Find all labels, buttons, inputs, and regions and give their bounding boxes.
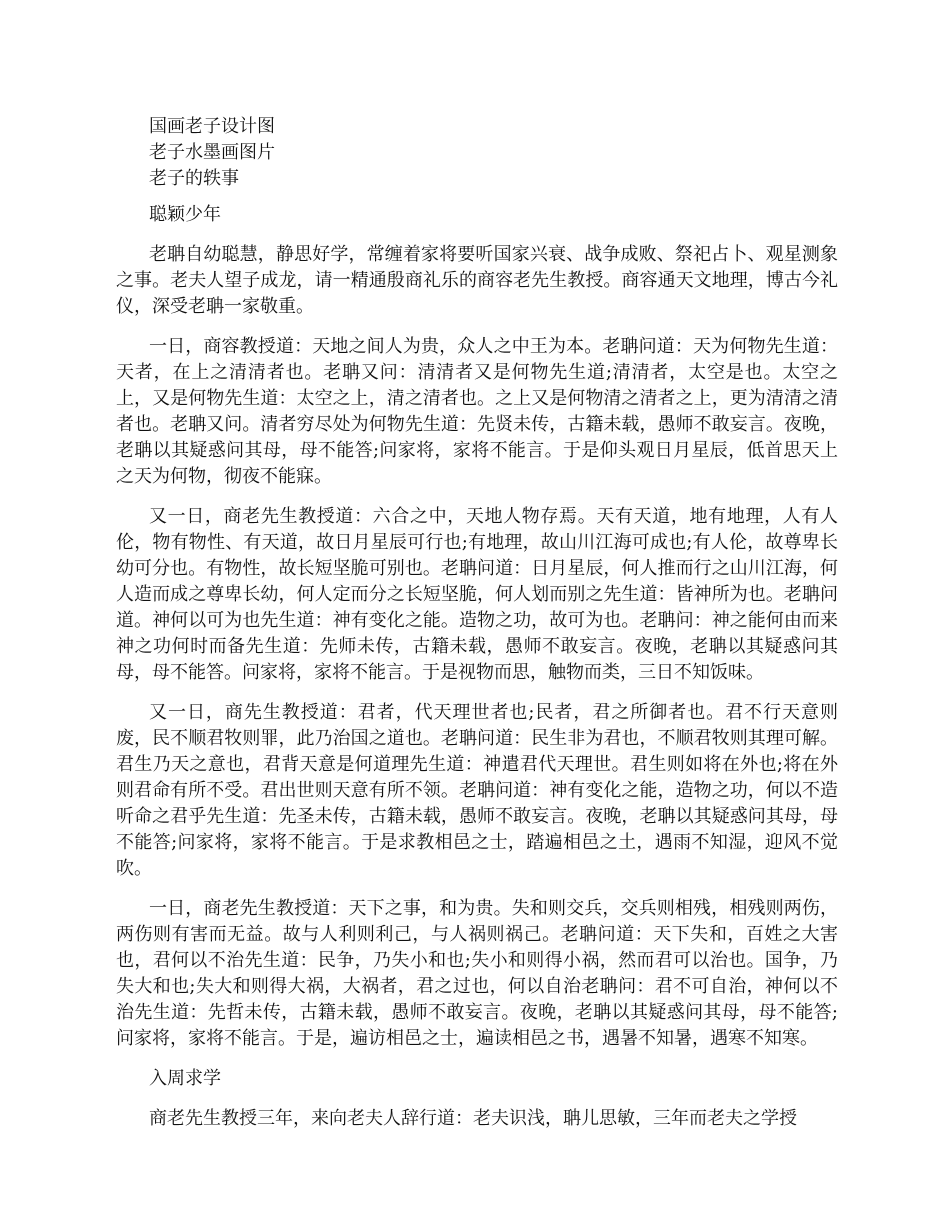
doc-title-2: 老子水墨画图片 <box>149 142 275 163</box>
section-heading-2: 入周求学 <box>149 1068 221 1089</box>
document-body <box>116 114 838 1132</box>
paragraph-4: 又一日，商先生教授道：君者，代天理世者也;民者，君之所御者也。君不行天意则废，民不顺君牧则罪，此乃治国之道也。老聃问道：民生非为君也，不顺君牧则其理可解。君生乃天之意也，君背天意是何道理先生道：神遣君代天理世。君生则如将在外也;将在外则君命有所不受。君出世则天意有所不领。老聃问道：神有变化之能，造物之功，何以不造听命之君乎先生道：先圣未传，古籍未载，愚师不敢妄言。夜晚，老聃以其疑惑问其母，母不能答;问家将，家将不能言。于是求教相邑之士，踏遍相邑之土，遇雨不知湿，迎风不觉吹。 <box>116 702 838 879</box>
paragraph-5: 一日，商老先生教授道：天下之事，和为贵。失和则交兵，交兵则相残，相残则两伤，两伤则有害而无益。故与人利则利己，与人祸则祸己。老聃问道：天下失和，百姓之大害也，君何以不治先生道：民争，乃失小和也;失小和则得小祸，然而君可以治也。国争，乃失大和也;失大和则得大祸，大祸者，君之过也，何以自治老聃问：君不可自治，神何以不治先生道：先哲未传，古籍未载，愚师不敢妄言。夜晚，老聃以其疑惑问其母，母不能答;问家将，家将不能言。于是，遍访相邑之士，遍读相邑之书，遇暑不知暑，遇寒不知寒。 <box>116 898 838 1049</box>
section-heading-1: 聪颖少年 <box>149 204 221 225</box>
doc-title-3: 老子的轶事 <box>149 168 239 189</box>
paragraph-1: 老聃自幼聪慧，静思好学，常缠着家将要听国家兴衰、战争成败、祭祀占卜、观星测象之事。老夫人望子成龙，请一精通殷商礼乐的商容老先生教授。商容通天文地理，博古今礼仪，深受老聃一家敬重。 <box>116 244 838 317</box>
doc-title-1: 国画老子设计图 <box>149 116 275 137</box>
paragraph-2: 一日，商容教授道：天地之间人为贵，众人之中王为本。老聃问道：天为何物先生道：天者，在上之清清者也。老聃又问：清清者又是何物先生道;清清者，太空是也。太空之上，又是何物先生道：太空之上，清之清者也。之上又是何物清之清者之上，更为清清之清者也。老聃又问。清者穷尽处为何物先生道：先贤未传，古籍未载，愚师不敢妄言。夜晚，老聃以其疑惑问其母，母不能答;问家将，家将不能言。于是仰头观日月星辰，低首思天上之天为何物，彻夜不能寐。 <box>116 336 838 487</box>
paragraph-3: 又一日，商老先生教授道：六合之中，天地人物存焉。天有天道，地有地理，人有人伦，物有物性、有天道，故日月星辰可行也;有地理，故山川江海可成也;有人伦，故尊卑长幼可分也。有物性，故长短坚脆可别也。老聃问道：日月星辰，何人推而行之山川江海，何人造而成之尊卑长幼，何人定而分之长短坚脆，何人划而别之先生道：皆神所为也。老聃问道。神何以可为也先生道：神有变化之能。造物之功，故可为也。老聃问：神之能何由而来神之功何时而备先生道：先师未传，古籍未载，愚师不敢妄言。夜晚，老聃以其疑惑问其母，母不能答。问家将，家将不能言。于是视物而思，触物而类，三日不知饭味。 <box>116 506 838 683</box>
paragraph-6: 商老先生教授三年，来向老夫人辞行道：老夫识浅，聃儿思敏，三年而老夫之学授 <box>149 1108 797 1129</box>
